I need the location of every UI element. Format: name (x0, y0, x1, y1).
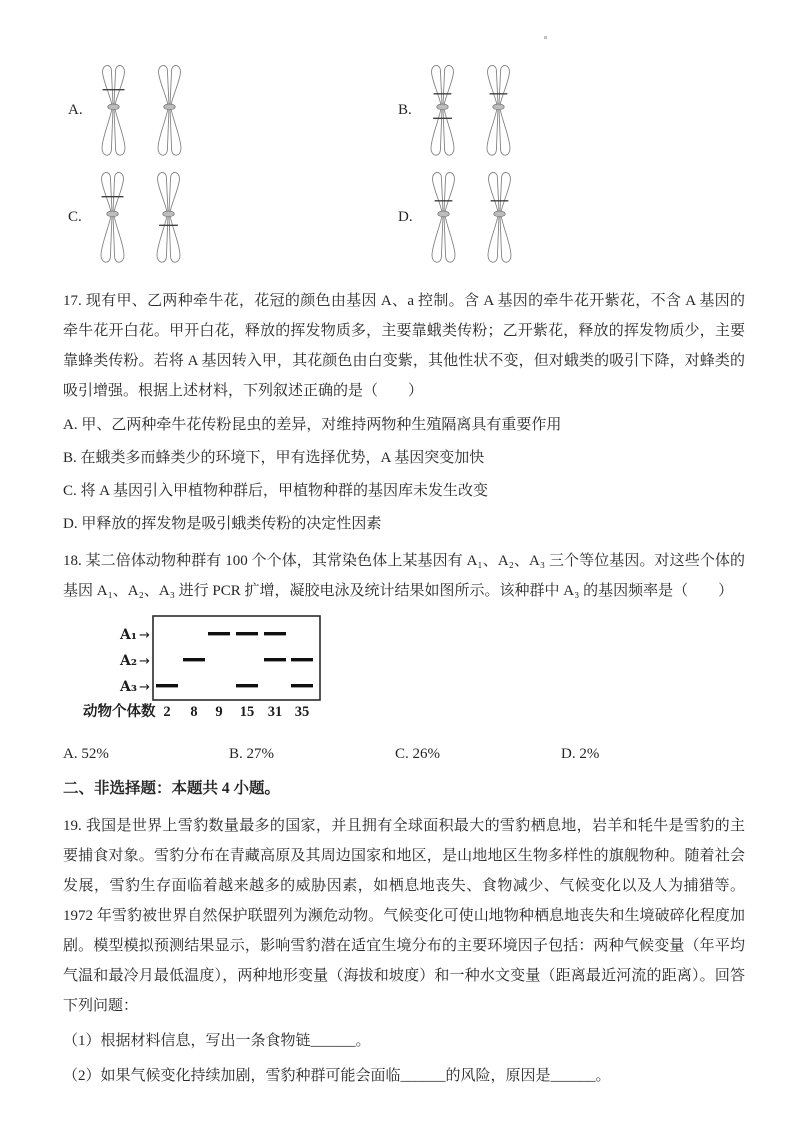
question17-option-d: D. 甲释放的挥发物是吸引蛾类传粉的决定性因素 (63, 516, 382, 532)
gel-row-label: A₁ (120, 627, 137, 643)
arrow-icon: → (139, 654, 150, 669)
question19-sub2: （2）如果气候变化持续加剧，雪豹种群可能会面临______的风险，原因是______。 (63, 1068, 611, 1084)
question18-option-c: C. 26% (395, 746, 440, 762)
chromosome-icon (419, 61, 466, 160)
gel-band (291, 658, 313, 661)
gel-band (236, 632, 258, 635)
gel-count-value: 8 (190, 704, 198, 720)
gel-count-value: 9 (215, 704, 223, 720)
gel-count-value: 31 (267, 704, 283, 720)
gel-band (291, 684, 313, 687)
arrow-icon: → (139, 628, 150, 643)
chromosome-option-panel-a (68, 61, 193, 160)
question19-stem: 19. 我国是世界上雪豹数量最多的国家，并且拥有全球面积最大的雪豹栖息地，岩羊和牦牛是雪豹的主要捕食对象。雪豹分布在青藏高原及其周边国家和地区，是山地地区生物多样性的旗舰物种。随着社会发展，雪豹生存面临着越来越多的威胁因素，如栖息地丧失、食物减少、气候变化以及人为捕猎等。1972 年雪豹被世界自然保护联盟列为濒危动物。气候变化可使山地物种栖息地丧失和生境破碎化程度加剧。模型模拟预测结果显示，影响雪豹潜在适宜生境分布的主要环境因子包括：两种气候变量（年平均气温和最冷月最低温度），两种地形变量（海拔和坡度）和一种水文变量（距离最近河流的距离）。回答下列问题： (63, 818, 745, 1014)
gel-band (264, 658, 286, 661)
option-label: B. (398, 102, 412, 118)
chromosome-icon (476, 168, 523, 267)
question19-sub1: （1）根据材料信息，写出一条食物链______。 (63, 1033, 371, 1049)
chromosome-option-panel-c (68, 168, 192, 267)
gel-band (156, 684, 178, 687)
arrow-icon: → (139, 680, 150, 695)
gel-electrophoresis-diagram (83, 614, 325, 721)
chromosome-icon (475, 61, 522, 160)
question16-chromosome-figure (63, 58, 745, 270)
page-content (63, 0, 745, 1091)
gel-count-value: 35 (294, 704, 310, 720)
chromosome-icon (90, 61, 137, 160)
question18-option-a: A. 52% (63, 746, 109, 762)
chromosome-option-panel-b (398, 61, 522, 160)
question17-options (63, 409, 745, 541)
chromosome-icon (146, 61, 193, 160)
gel-band (208, 632, 230, 635)
question17-option-a: A. 甲、乙两种牵牛花传粉昆虫的差异，对维持两物种生殖隔离具有重要作用 (63, 417, 562, 433)
gel-electrophoresis-figure (83, 614, 745, 726)
question17-option-c: C. 将 A 基因引入甲植物种群后，甲植物种群的基因库未发生改变 (63, 483, 489, 499)
chromosome-icon (89, 168, 136, 267)
gel-row-label: A₃ (120, 679, 137, 695)
gel-count-value: 2 (163, 704, 171, 720)
gel-row-label: A₂ (120, 653, 137, 669)
question18-option-b: B. 27% (229, 746, 274, 762)
chromosome-icon (420, 168, 467, 267)
chromosome-icon (145, 168, 192, 267)
gel-band (236, 684, 258, 687)
section2-heading: 二、非选择题：本题共 4 小题。 (63, 780, 281, 797)
question17-stem: 17. 现有甲、乙两种牵牛花，花冠的颜色由基因 A、a 控制。含 A 基因的牵牛花开紫花，不含 A 基因的牵牛花开白花。甲开白花，释放的挥发物质多，主要靠蛾类传粉；乙开紫花，释放的挥发物质少，主要靠蜂类传粉。若将 A 基因转入甲，其花颜色由白变紫，其他性状不变，但对蛾类的吸引下降，对蜂类的吸引增强。根据上述材料，下列叙述正确的是（ ） (63, 293, 745, 399)
gel-band (264, 632, 286, 635)
question18-option-d: D. 2% (561, 746, 600, 762)
chromosome-option-panel-d (398, 168, 523, 267)
question18-stem: 18. 某二倍体动物种群有 100 个个体，其常染色体上某基因有 A₁、A₂、A₃ 三个等位基因。对这些个体的基因 A₁、A₂、A₃ 进行 PCR 扩增，凝胶电泳及统计结果如图所示。该种群中 A₃ 的基因频率是（ ） (63, 553, 745, 599)
question17-option-b: B. 在蛾类多而蜂类少的环境下，甲有选择优势，A 基因突变加快 (63, 450, 485, 466)
gel-count-value: 15 (239, 704, 255, 720)
gel-band (183, 658, 205, 661)
question18-options (63, 746, 745, 763)
option-label: D. (398, 209, 413, 225)
gel-axis-label: 动物个体数 (83, 704, 156, 720)
option-label: C. (68, 209, 82, 225)
option-label: A. (68, 102, 83, 118)
